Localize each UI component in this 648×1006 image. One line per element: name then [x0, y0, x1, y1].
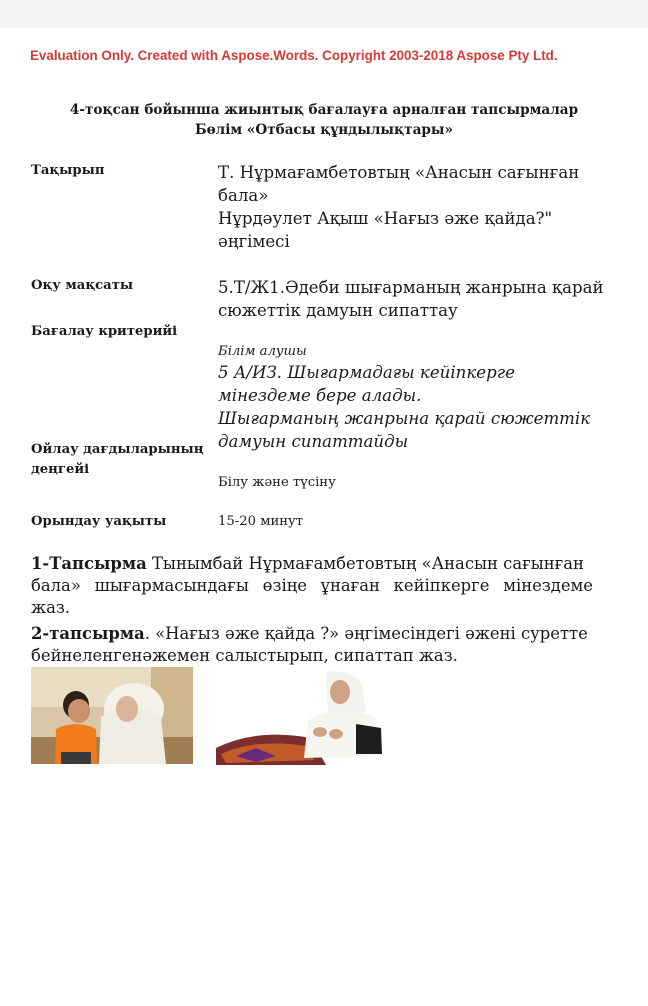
criteria-intro: Білім алушы — [218, 344, 307, 359]
photo-grandmother-weaving-image — [216, 668, 384, 765]
topic-label: Тақырып — [31, 163, 105, 178]
topic-line: әңгімесі — [218, 232, 290, 251]
topic-line: бала» — [218, 186, 269, 205]
criteria-line: Шығарманың жанрына қарай сюжеттік — [218, 409, 591, 428]
time-label: Орындау уақыты — [31, 514, 167, 529]
task2-text: . «Нағыз әже қайда ?» әңгімесіндегі әжені суретте — [144, 624, 588, 643]
criteria-value — [218, 361, 608, 453]
photo-boy-grandmother — [31, 667, 193, 764]
section-title: Бөлім «Отбасы құндылықтары» — [194, 122, 454, 138]
task1-title: 1-Тапсырма — [31, 554, 147, 573]
criteria-line: 5 А/ИЗ. Шығармадағы кейіпкерге — [218, 363, 515, 382]
topic-line: Нұрдәулет Ақыш «Нағыз әже қайда?" — [218, 209, 553, 228]
time-value: 15-20 минут — [218, 514, 304, 529]
task1-text: Тынымбай Нұрмағамбетовтың «Анасын сағынған — [146, 554, 584, 573]
thinking-label-line: деңгейі — [31, 462, 90, 477]
thinking-label — [31, 440, 203, 480]
topic-line: Т. Нұрмағамбетовтың «Анасын сағынған — [218, 163, 580, 182]
top-bar — [0, 0, 648, 28]
task2-paragraph — [31, 623, 593, 667]
goal-label: Оқу мақсаты — [31, 278, 134, 293]
thinking-label-line: Ойлау дағдыларының — [31, 442, 204, 457]
task1-paragraph — [31, 553, 593, 619]
goal-line: 5.Т/Ж1.Әдеби шығарманың жанрына қарай — [218, 278, 604, 297]
photo-boy-grandmother-image — [31, 667, 193, 764]
criteria-label: Бағалау критерийі — [31, 324, 178, 339]
thinking-value: Білу және түсіну — [218, 475, 336, 490]
goal-value — [218, 276, 608, 322]
photo-grandmother-weaving — [216, 668, 384, 765]
criteria-line: мінездеме бере алады. — [218, 386, 422, 405]
task1-text: бала» шығармасындағы өзіңе ұнаған кейіпкерге мінездеме жаз. — [31, 576, 593, 617]
topic-value — [218, 161, 608, 253]
task2-title: 2-тапсырма — [31, 624, 145, 643]
document-title: 4-тоқсан бойынша жиынтық бағалауға арналған тапсырмалар — [69, 102, 579, 118]
goal-line: сюжеттік дамуын сипаттау — [218, 301, 458, 320]
watermark: Evaluation Only. Created with Aspose.Words. Copyright 2003-2018 Aspose Pty Ltd. — [30, 48, 558, 63]
task2-text: бейнеленгенәжемен салыстырып, сипаттап жаз. — [31, 646, 458, 665]
criteria-line: дамуын сипаттайды — [218, 432, 409, 451]
